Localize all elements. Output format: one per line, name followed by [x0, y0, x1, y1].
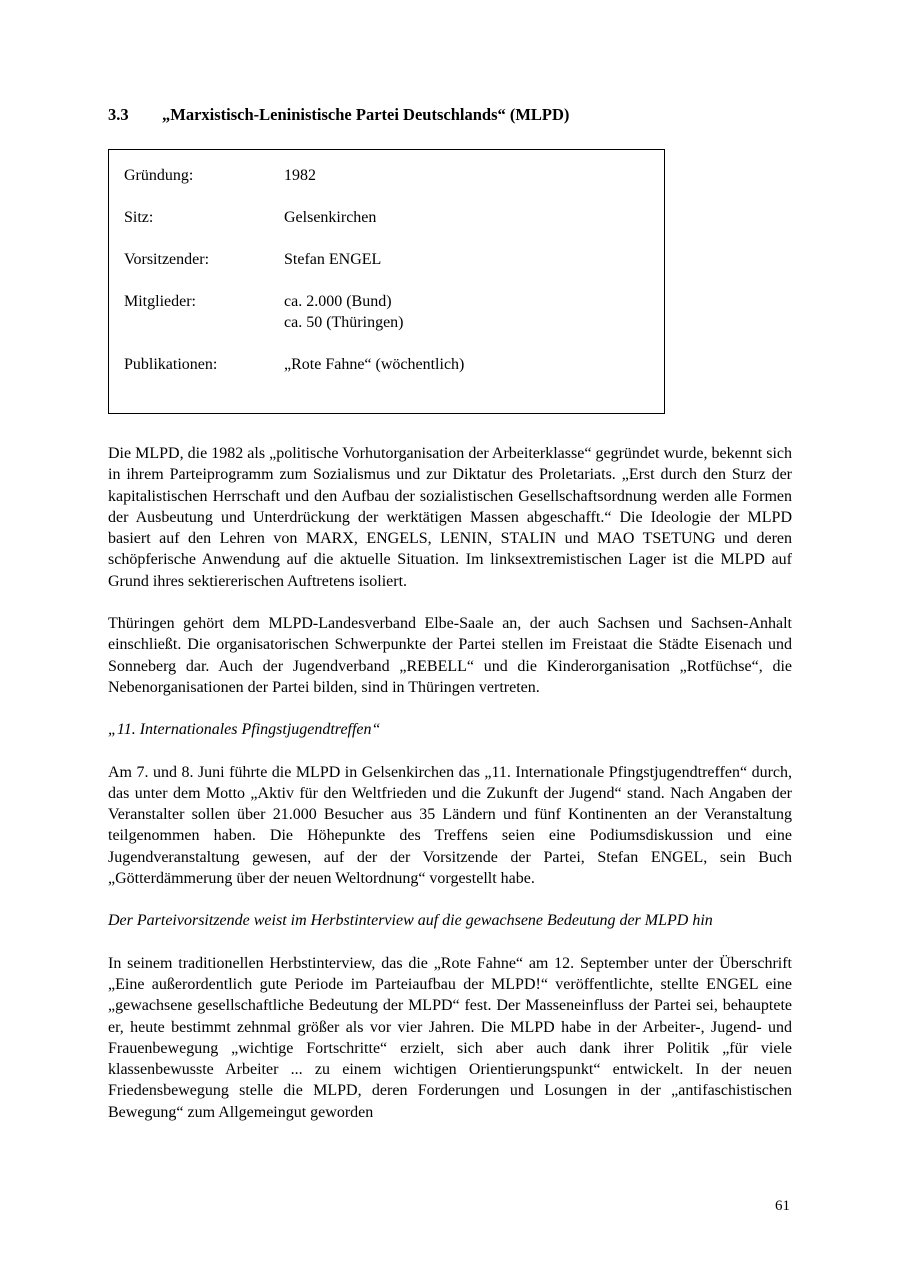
- page-number: 61: [775, 1198, 790, 1214]
- subheading-pfingstjugendtreffen: „11. Internationales Pfingstjugendtreffen“: [108, 721, 381, 739]
- section-title: „Marxistisch-Leninistische Partei Deutschlands“ (MLPD): [162, 105, 570, 124]
- party-infobox: [108, 149, 665, 414]
- infobox-row-sitz: [124, 207, 654, 228]
- infobox-row-publikationen: [124, 354, 654, 375]
- infobox-value-line: ca. 50 (Thüringen): [284, 314, 404, 331]
- infobox-label: Mitglieder:: [124, 293, 196, 310]
- infobox-row-mitglieder: [124, 291, 654, 333]
- infobox-label: Vorsitzender:: [124, 251, 210, 268]
- text-block: [108, 104, 792, 1144]
- infobox-label: Publikationen:: [124, 356, 218, 373]
- infobox-value: Gelsenkirchen: [284, 209, 377, 226]
- paragraph-intro: Die MLPD, die 1982 als „politische Vorhutorganisation der Arbeiterklasse“ gegründet wurde, bekennt sich in ihrem Parteiprogramm zum Sozialismus und zur Diktatur des Proletariats. „Erst durch den Sturz der kapitalistischen Herrschaft und den Aufbau der sozialistischen Gesellschaftsordnung werden alle Formen der Ausbeutung und Unterdrückung der werktätigen Massen abgeschafft.“ Die Ideologie der MLPD basiert auf den Lehren von MARX, ENGELS, LENIN, STALIN und MAO TSETUNG und deren schöpferische Anwendung auf die aktuelle Situation. Im linksextremistischen Lager ist die MLPD auf Grund ihres sektiererischen Auftretens isoliert.: [108, 445, 792, 590]
- paragraph-herbstinterview: In seinem traditionellen Herbstinterview, das die „Rote Fahne“ am 12. September unter der Überschrift „Eine außerordentlich gute Periode im Parteiaufbau der MLPD!“ veröffentlichte, stellte ENGEL eine „gewachsene gesellschaftliche Bedeutung der MLPD“ fest. Der Masseneinfluss der Partei sei, behauptete er, heute bestimmt zehnmal größer als vor vier Jahren. Die MLPD habe in der Arbeiter-, Jugend- und Frauenbewegung „wichtige Fortschritte“ erzielt, sich aber auch dank ihrer Politik „für viele klassenbewusste Arbeiter ... zu einem wichtigen Orientierungspunkt“ entwickelt. In der neuen Friedensbewegung stelle die MLPD, deren Forderungen und Losungen in der „antifaschistischen Bewegung“ zum Allgemeingut geworden: [108, 954, 792, 1121]
- infobox-row-vorsitzender: [124, 249, 654, 270]
- infobox-value: „Rote Fahne“ (wöchentlich): [284, 356, 465, 373]
- subheading-herbstinterview: Der Parteivorsitzende weist im Herbstinterview auf die gewachsene Bedeutung der MLPD hin: [108, 912, 713, 930]
- infobox-row-gruendung: [124, 165, 654, 186]
- infobox-value: 1982: [284, 167, 316, 184]
- infobox-value: [284, 291, 654, 333]
- paragraph-pfingstjugendtreffen: Am 7. und 8. Juni führte die MLPD in Gelsenkirchen das „11. Internationale Pfingstjugendtreffen“ durch, das unter dem Motto „Aktiv für den Weltfrieden und die Zukunft der Jugend“ stand. Nach Angaben der Veranstalter sollen über 21.000 Besucher aus 35 Ländern und fünf Kontinenten an der Veranstaltung teilgenommen haben. Die Höhepunkte des Treffens seien eine Podiumsdiskussion und eine Jugendveranstaltung gewesen, auf der der Vorsitzende der Partei, Stefan ENGEL, sein Buch „Götterdämmerung über der neuen Weltordnung“ vorgestellt habe.: [108, 763, 792, 888]
- section-heading: [108, 104, 792, 125]
- infobox-value-line: ca. 2.000 (Bund): [284, 293, 392, 310]
- paragraph-thueringen: Thüringen gehört dem MLPD-Landesverband Elbe-Saale an, der auch Sachsen und Sachsen-Anhalt einschließt. Die organisatorischen Schwerpunkte der Partei stellen im Freistaat die Städte Eisenach und Sonneberg dar. Auch der Jugendverband „REBELL“ und die Kinderorganisation „Rotfüchse“, die Nebenorganisationen der Partei bilden, sind in Thüringen vertreten.: [108, 615, 792, 696]
- infobox-label: Sitz:: [124, 209, 154, 226]
- section-number: 3.3: [108, 105, 129, 124]
- infobox-value: Stefan ENGEL: [284, 251, 382, 268]
- infobox-label: Gründung:: [124, 167, 194, 184]
